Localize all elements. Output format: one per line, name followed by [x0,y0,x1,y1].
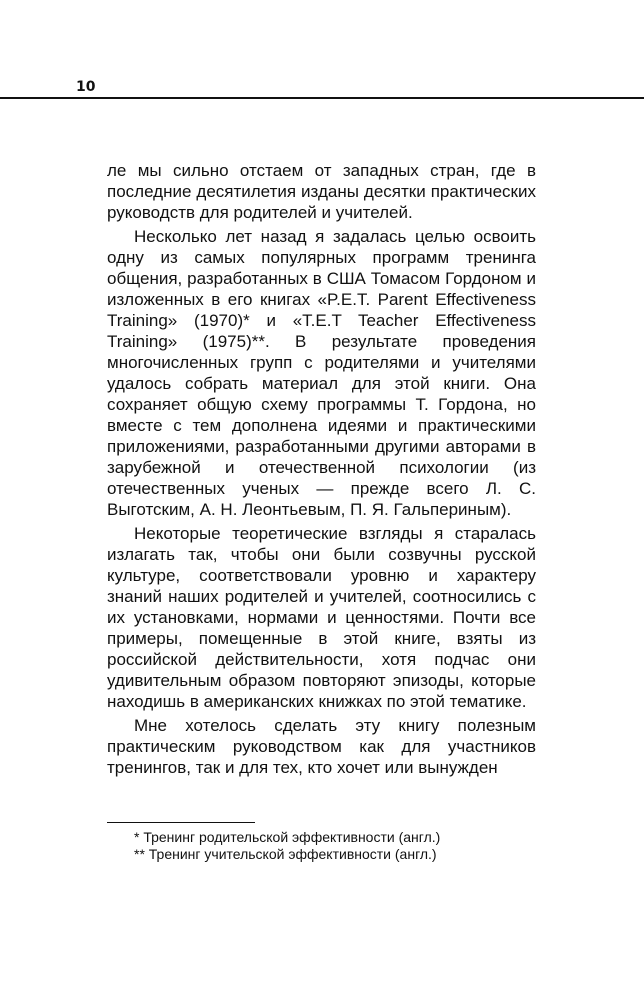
footnote-rule [107,822,255,823]
paragraph: Несколько лет назад я задалась целью освоить одну из самых популярных программ тренинга общения, разработанных в США Томасом Гордоном и изложенных в его книгах «P.E.T. Parent Effectiveness Training» (1970)* и «T.E.T Teacher Effectiveness Training» (1975)**. В результате проведения многочисленных групп с родителями и учителями удалось собрать материал для этой книги. Она сохраняет общую схему программы Т. Гордона, но вместе с тем дополнена идеями и практическими приложениями, разработанными другими авторами в зарубежной и отечественной психологии (из отечественных ученых — прежде всего Л. С. Выготским, А. Н. Леонтьевым, П. Я. Гальпериным). [107,227,536,519]
paragraph: ле мы сильно отстаем от западных стран, где в последние десятилетия изданы десятки практических руководств для родителей и учителей. [107,161,536,222]
header-rule [0,97,644,99]
body-text [107,160,536,781]
paragraph: Мне хотелось сделать эту книгу полезным практическим руководством как для участников тренингов, так и для тех, кто хочет или вынужден [107,716,536,777]
footnote: * Тренинг родительской эффективности (англ.) [134,829,441,845]
footnote: ** Тренинг учительской эффективности (англ.) [134,846,437,862]
page-number: 10 [76,79,96,95]
footnotes [134,829,440,863]
paragraph: Некоторые теоретические взгляды я старалась излагать так, чтобы они были созвучны русской культуре, соответствовали уровню и характеру знаний наших родителей и учителей, соотносились с их установками, нормами и ценностями. Почти все примеры, помещенные в этой книге, взяты из российской действительности, хотя подчас они удивительным образом повторяют эпизоды, которые находишь в американских книжках по этой тематике. [107,524,536,711]
